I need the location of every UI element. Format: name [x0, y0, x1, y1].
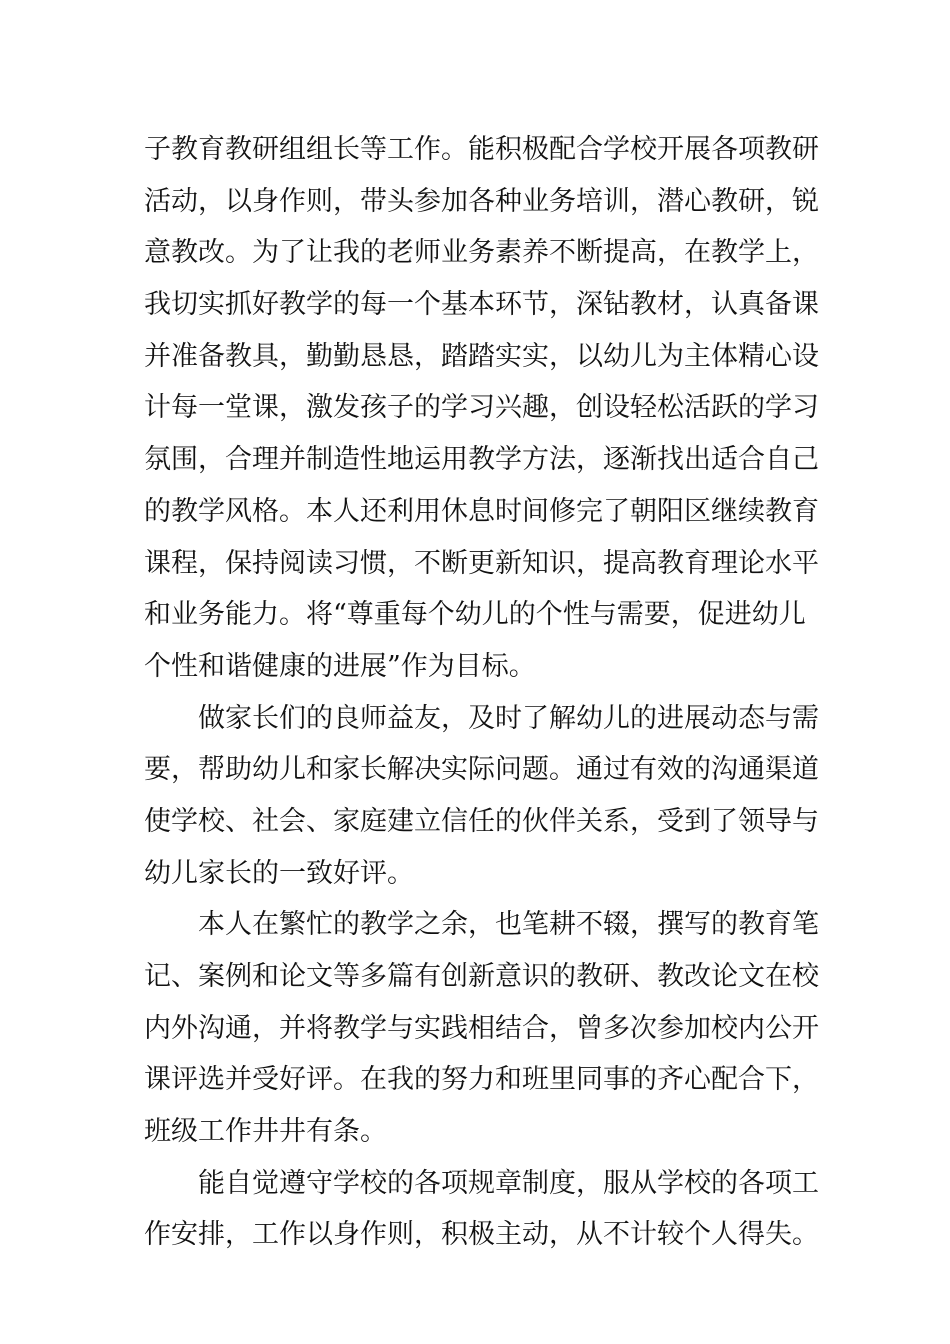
text-line: 意教改。为了让我的老师业务素养不断提高，在教学上， — [144, 237, 819, 269]
text-line: 计每一堂课，激发孩子的学习兴趣，创设轻松活跃的学习 — [144, 392, 819, 424]
text-line: 幼儿家长的一致好评。 — [144, 857, 414, 889]
text-line: 作安排，工作以身作则，积极主动，从不计较个人得失。 — [144, 1219, 819, 1251]
text-line: 课评选并受好评。在我的努力和班里同事的齐心配合下， — [144, 1064, 819, 1096]
text-line: 本人在繁忙的教学之余，也笔耕不辍，撰写的教育笔 — [198, 909, 819, 941]
text-line: 活动，以身作则，带头参加各种业务培训，潜心教研，锐 — [144, 185, 819, 217]
text-line: 做家长们的良师益友，及时了解幼儿的进展动态与需 — [198, 702, 819, 734]
text-line: 和业务能力。将“尊重每个幼儿的个性与需要，促进幼儿 — [144, 599, 806, 631]
text-line: 班级工作井井有条。 — [144, 1116, 387, 1148]
text-line: 个性和谐健康的进展”作为目标。 — [144, 650, 536, 682]
text-line: 氛围，合理并制造性地运用教学方法，逐渐找出适合自己 — [144, 444, 819, 476]
paragraph-1 — [144, 124, 819, 693]
text-line: 我切实抓好教学的每一个基本环节，深钻教材，认真备课 — [144, 289, 819, 321]
text-line: 课程，保持阅读习惯，不断更新知识，提高教育理论水平 — [144, 547, 819, 579]
text-line: 使学校、社会、家庭建立信任的伙伴关系，受到了领导与 — [144, 805, 819, 837]
text-line: 并准备教具，勤勤恳恳，踏踏实实，以幼儿为主体精心设 — [144, 340, 819, 372]
text-line: 能自觉遵守学校的各项规章制度，服从学校的各项工 — [198, 1167, 819, 1199]
paragraph-4 — [144, 1158, 819, 1261]
text-line: 内外沟通，并将教学与实践相结合，曾多次参加校内公开 — [144, 1012, 819, 1044]
paragraph-3 — [144, 899, 819, 1157]
text-line: 子教育教研组组长等工作。能积极配合学校开展各项教研 — [144, 134, 819, 165]
paragraph-2 — [144, 693, 819, 900]
text-line: 要，帮助幼儿和家长解决实际问题。通过有效的沟通渠道 — [144, 754, 819, 786]
body-text — [144, 124, 819, 1261]
text-line: 的教学风格。本人还利用休息时间修完了朝阳区继续教育 — [144, 495, 819, 527]
text-line: 记、案例和论文等多篇有创新意识的教研、教改论文在校 — [144, 961, 819, 992]
